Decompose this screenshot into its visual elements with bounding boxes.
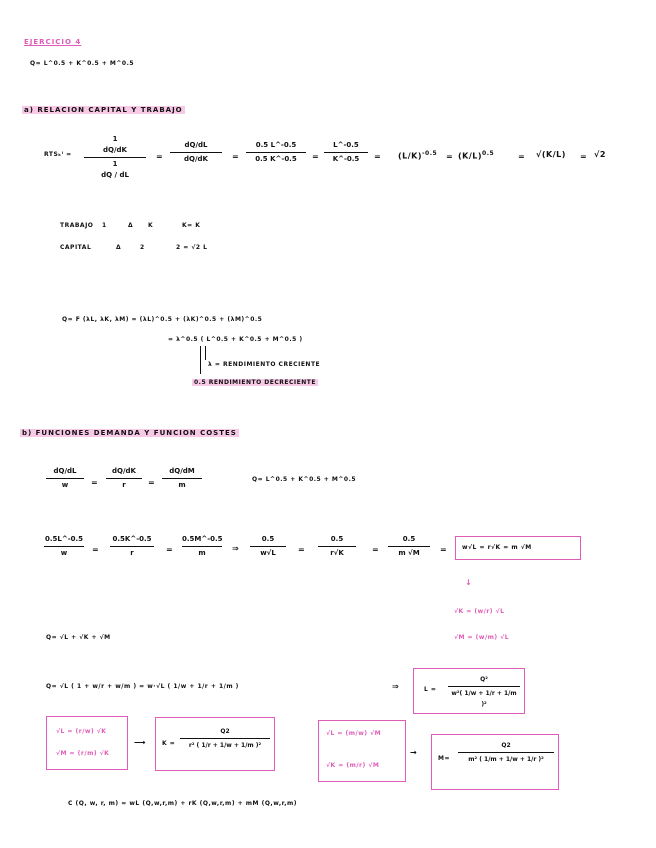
rts-p1: (L/K): [398, 151, 423, 161]
equals-sign: =: [312, 152, 320, 161]
pink-note-k: √K = (w/r) √L: [454, 608, 505, 615]
implies-arrow: ⇒: [392, 682, 400, 691]
cond-f2-num: dQ/dK: [112, 467, 136, 475]
capital-c: 2 = √2 L: [176, 244, 208, 251]
cond2-fraction-d: [250, 534, 286, 559]
implies-arrow: ⇒: [232, 544, 240, 553]
equals-sign: =: [446, 152, 454, 161]
capital-label: CAPITAL: [60, 244, 92, 251]
rts-p2-exp: 0.5: [482, 150, 495, 157]
rts-root: √(K/L): [536, 150, 566, 159]
pink-note-m: √M = (w/m) √L: [454, 634, 510, 641]
cond-f3-den: m: [178, 481, 186, 489]
cond2-c-num: 0.5M^-0.5: [182, 535, 223, 543]
trabajo-a: 1: [102, 222, 107, 229]
right-arrow-icon: →: [410, 748, 418, 757]
cond2-fraction-b: [110, 534, 154, 559]
equals-sign: =: [298, 545, 306, 554]
cond2-fraction-f: [388, 534, 430, 559]
fraction-bar: [162, 478, 202, 479]
rts-label: RTSₖˡ =: [44, 151, 72, 158]
fraction-bar: [44, 546, 84, 547]
rts-f1-mid2: 1: [112, 160, 118, 168]
l-fraction: [448, 674, 520, 710]
rts-p2: (K/L): [458, 151, 483, 161]
cond-production: Q= L^0.5 + K^0.5 + M^0.5: [252, 476, 357, 483]
cond2-boxed: w√L = r√K = m √M: [462, 544, 532, 551]
fraction-bar: [250, 546, 286, 547]
rts-f2-den: dQ/dK: [184, 155, 208, 163]
rts-p1-exp: -0.5: [422, 150, 438, 157]
cond2-f-num: 0.5: [402, 535, 416, 543]
fraction-bar: [182, 546, 222, 547]
m-fraction: [458, 740, 554, 765]
q-line: Q= √L + √K + √M: [46, 634, 111, 641]
box1-line-1: √L = (r/w) √K: [56, 728, 107, 735]
cond-f1-num: dQ/dL: [53, 467, 77, 475]
capital-a: Δ: [116, 244, 122, 251]
cond2-a-den: w: [60, 549, 68, 557]
l-label: L =: [424, 686, 437, 693]
fraction-bar: [246, 152, 306, 153]
fraction-bar: [106, 478, 142, 479]
cost-function: C (Q, w, r, m) = wL (Q,w,r,m) + rK (Q,w,r,m) + mM (Q,w,r,m): [68, 800, 297, 807]
rts-f3-den: 0.5 K^-0.5: [255, 155, 297, 163]
k-fraction: [180, 726, 270, 751]
scale-arrow-line: [205, 346, 206, 360]
trabajo-d: K= K: [182, 222, 201, 229]
cond2-fraction-c: [182, 534, 222, 559]
fraction-bar: [110, 546, 154, 547]
trabajo-c: K: [148, 222, 154, 229]
k-den: r² ( 1/r + 1/w + 1/m )²: [188, 742, 262, 749]
equals-sign: =: [91, 478, 99, 487]
equals-sign: =: [374, 152, 382, 161]
right-arrow-icon: ⟶: [134, 738, 146, 747]
scale-note-2: 0.5 RENDIMIENTO DECRECIENTE: [194, 379, 316, 386]
l-den: w²( 1/w + 1/r + 1/m )²: [451, 690, 517, 708]
equals-sign: =: [232, 152, 240, 161]
fraction-bar: [388, 546, 430, 547]
cond-fraction-2: [106, 466, 142, 491]
cond-f1-den: w: [61, 481, 69, 489]
cond2-fraction-e: [318, 534, 356, 559]
equals-sign: =: [148, 478, 156, 487]
box1-line-2: √M = (r/m) √K: [56, 750, 110, 757]
box3-line-2: √K = (m/r) √M: [326, 762, 380, 769]
m-num: Q2: [501, 742, 511, 749]
k-label: K =: [162, 740, 176, 747]
cond2-a-num: 0.5L^-0.5: [44, 535, 84, 543]
section-b-title: [20, 429, 239, 437]
production-function: Q= L^0.5 + K^0.5 + M^0.5: [30, 60, 135, 67]
m-den: m² ( 1/m + 1/w + 1/r )²: [468, 756, 544, 763]
cond2-fraction-a: [44, 534, 84, 559]
box-l-m-in-k: [46, 716, 128, 770]
scale-line-2: = λ^0.5 ( L^0.5 + K^0.5 + M^0.5 ): [168, 336, 303, 343]
cond2-b-num: 0.5K^-0.5: [112, 535, 152, 543]
cond2-d-den: w√L: [260, 549, 276, 557]
rts-f3-num: 0.5 L^-0.5: [255, 141, 297, 149]
fraction-bar: [448, 686, 520, 687]
rts-fraction-2: [170, 140, 222, 165]
section-a-label: a) RELACION CAPITAL Y TRABAJO: [24, 106, 183, 114]
scale-note-2-wrap: [192, 379, 318, 386]
cond2-d-num: 0.5: [261, 535, 275, 543]
box3-line-1: √L = (m/w) √M: [326, 730, 382, 737]
equals-sign: =: [156, 152, 164, 161]
scale-line-1: Q= F (λL, λK, λM) = (λL)^0.5 + (λK)^0.5 + (λM)^0.5: [62, 316, 263, 323]
l-num: Q²: [480, 676, 488, 683]
equals-sign: =: [518, 152, 526, 161]
section-b-label: b) FUNCIONES DEMANDA Y FUNCION COSTES: [22, 429, 237, 437]
fraction-bar: [170, 152, 222, 153]
rts-f1-mid: dQ/dK: [103, 146, 127, 154]
k-num: Q2: [220, 728, 230, 735]
cond2-e-num: 0.5: [330, 535, 344, 543]
cond-fraction-1: [46, 466, 84, 491]
rts-fraction-1: [84, 134, 146, 181]
equals-sign: =: [372, 545, 380, 554]
rts-f1-den: dQ / dL: [101, 171, 129, 179]
cond2-f-den: m √M: [398, 549, 420, 557]
fraction-bar: [46, 478, 84, 479]
equals-sign: =: [92, 545, 100, 554]
cond2-c-den: m: [198, 549, 206, 557]
down-arrow-icon: ↓: [465, 578, 473, 587]
rts-power-2: [458, 150, 494, 161]
fraction-bar: [324, 152, 368, 153]
rts-f1-num: 1: [112, 135, 118, 143]
scale-arrow-line: [200, 346, 201, 374]
rts-f2-num: dQ/dL: [184, 141, 208, 149]
equals-sign: =: [440, 545, 448, 554]
cond2-e-den: r√K: [330, 549, 344, 557]
section-a-title: [22, 106, 185, 114]
cond-f3-num: dQ/dM: [169, 467, 195, 475]
capital-b: 2: [140, 244, 145, 251]
equals-sign: =: [166, 545, 174, 554]
m-label: M=: [438, 755, 450, 762]
trabajo-label: TRABAJO: [60, 222, 94, 229]
fraction-bar: [318, 546, 356, 547]
exercise-heading: EJERCICIO 4: [24, 38, 82, 46]
rts-f4-den: K^-0.5: [332, 155, 360, 163]
cond2-b-den: r: [130, 549, 134, 557]
cond-f2-den: r: [122, 481, 126, 489]
rts-power-1: [398, 150, 437, 161]
fraction-bar: [180, 738, 270, 739]
scale-note-1: λ = RENDIMIENTO CRECIENTE: [208, 361, 321, 368]
rts-f4-num: L^-0.5: [333, 141, 359, 149]
cond-fraction-3: [162, 466, 202, 491]
rts-fraction-3: [246, 140, 306, 165]
fraction-bar: [84, 157, 146, 158]
fraction-bar: [458, 752, 554, 753]
trabajo-b: Δ: [128, 222, 134, 229]
q-expand-left: Q= √L ( 1 + w/r + w/m ) = w·√L ( 1/w + 1/r + 1/m ): [46, 683, 239, 690]
equals-sign: =: [580, 152, 588, 161]
rts-fraction-4: [324, 140, 368, 165]
rts-result: √2: [594, 150, 606, 159]
